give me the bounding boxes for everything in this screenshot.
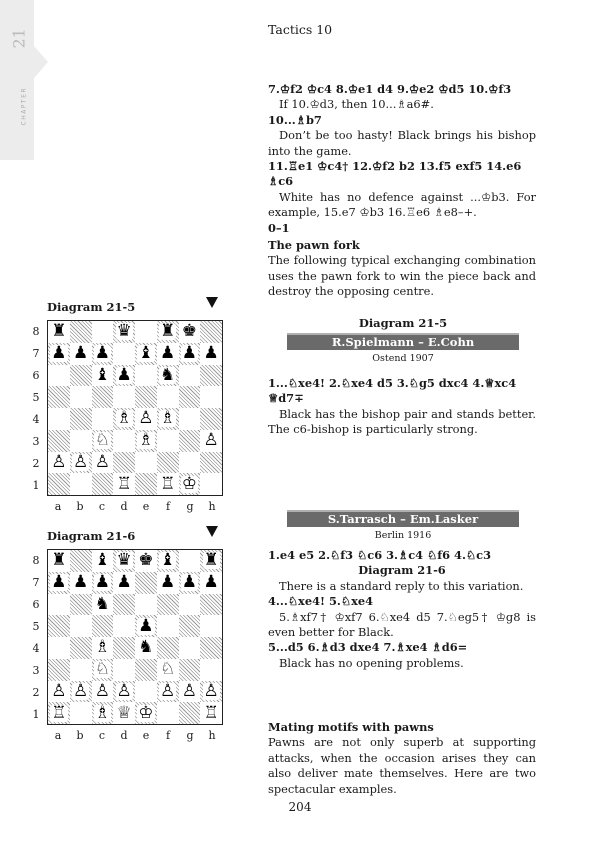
- square-c6: [92, 594, 114, 616]
- rank-label: 6: [32, 368, 40, 382]
- square-d5: [113, 615, 135, 637]
- square-d6: [113, 594, 135, 616]
- white-king-icon: ♔: [138, 702, 154, 723]
- black-pawn-icon: ♟: [73, 572, 89, 593]
- file-label: c: [98, 500, 106, 513]
- rank-label: 6: [32, 597, 40, 611]
- square-b7: [70, 572, 92, 594]
- game2-moves: [268, 548, 536, 671]
- square-b3: [70, 430, 92, 452]
- diagram-reference: Diagram 21-5: [358, 316, 448, 330]
- white-pawn-icon: ♙: [51, 451, 67, 472]
- black-queen-icon: ♛: [116, 321, 132, 342]
- square-d3: [113, 430, 135, 452]
- rank-label: 8: [32, 324, 40, 338]
- square-b1: [70, 473, 92, 495]
- black-bishop-icon: ♝: [160, 550, 176, 571]
- white-pawn-icon: ♙: [73, 680, 89, 701]
- move-line: 10...♗b7: [268, 112, 322, 127]
- section-body: The following typical exchanging combination uses the pawn fork to win the piece back and destroy the opposing centre.: [268, 253, 536, 299]
- file-label: a: [54, 500, 62, 513]
- square-f7: [157, 343, 179, 365]
- square-h7: [200, 572, 222, 594]
- game1-moves: [268, 376, 536, 438]
- square-e4: [135, 408, 157, 430]
- move-line: 7.♔f2 ♔c4 8.♔e1 d4 9.♔e2 ♔d5 10.♔f3: [268, 82, 512, 96]
- square-c1: [92, 473, 114, 495]
- white-bishop-icon: ♗: [160, 408, 176, 429]
- square-g5: [179, 615, 201, 637]
- square-b6: [70, 365, 92, 387]
- black-knight-icon: ♞: [138, 637, 154, 658]
- comment: If 10.♔d3, then 10...♗a6#.: [279, 97, 434, 112]
- square-f2: [157, 452, 179, 474]
- black-bishop-icon: ♝: [138, 343, 154, 364]
- rank-label: 1: [32, 707, 40, 721]
- black-pawn-icon: ♟: [116, 572, 132, 593]
- square-h5: [200, 615, 222, 637]
- file-labels: [47, 729, 223, 742]
- square-g4: [179, 408, 201, 430]
- square-c4: [92, 408, 114, 430]
- square-c5: [92, 615, 114, 637]
- rank-label: 8: [32, 553, 40, 567]
- black-pawn-icon: ♟: [51, 343, 67, 364]
- square-d4: [113, 408, 135, 430]
- rank-label: 7: [32, 575, 40, 589]
- square-c4: [92, 637, 114, 659]
- rank-label: 5: [32, 619, 40, 633]
- square-e7: [135, 572, 157, 594]
- file-label: d: [120, 500, 128, 513]
- file-label: c: [98, 729, 106, 742]
- black-pawn-icon: ♟: [73, 343, 89, 364]
- white-pawn-icon: ♙: [51, 680, 67, 701]
- section-heading: The pawn fork: [268, 238, 360, 252]
- game2-header: [287, 507, 519, 541]
- white-bishop-icon: ♗: [94, 702, 110, 723]
- square-a7: [48, 572, 70, 594]
- white-bishop-icon: ♗: [138, 430, 154, 451]
- chessboard: [47, 549, 223, 725]
- square-e3: [135, 430, 157, 452]
- rank-label: 5: [32, 390, 40, 404]
- square-e6: [135, 594, 157, 616]
- square-g8: [179, 321, 201, 343]
- square-c6: [92, 365, 114, 387]
- square-a8: [48, 550, 70, 572]
- rank-labels: [30, 549, 42, 725]
- square-d2: [113, 452, 135, 474]
- rank-label: 4: [32, 641, 40, 655]
- white-pawn-icon: ♙: [73, 451, 89, 472]
- square-h5: [200, 386, 222, 408]
- black-pawn-icon: ♟: [94, 343, 110, 364]
- square-f1: [157, 702, 179, 724]
- square-b4: [70, 408, 92, 430]
- game-continuation: [268, 82, 536, 236]
- black-to-move-icon: [206, 526, 218, 537]
- square-c1: [92, 702, 114, 724]
- square-a3: [48, 430, 70, 452]
- comment: 5.♗xf7† ♔xf7 6.♘xe4 d5 7.♘eg5† ♔g8 is even better for Black.: [268, 609, 536, 640]
- white-rook-icon: ♖: [51, 702, 67, 723]
- square-f3: [157, 659, 179, 681]
- square-b8: [70, 550, 92, 572]
- square-a4: [48, 408, 70, 430]
- square-e8: [135, 550, 157, 572]
- diagram-title: Diagram 21-5: [47, 300, 136, 314]
- white-pawn-icon: ♙: [138, 408, 154, 429]
- black-knight-icon: ♞: [160, 364, 176, 385]
- white-pawn-icon: ♙: [203, 680, 219, 701]
- rank-labels: [30, 320, 42, 496]
- page-number: 204: [288, 800, 312, 814]
- square-d7: [113, 343, 135, 365]
- square-e2: [135, 452, 157, 474]
- square-g8: [179, 550, 201, 572]
- black-pawn-icon: ♟: [51, 572, 67, 593]
- square-h1: [200, 473, 222, 495]
- black-rook-icon: ♜: [51, 321, 67, 342]
- file-label: g: [186, 500, 194, 513]
- black-king-icon: ♚: [138, 550, 154, 571]
- white-knight-icon: ♘: [94, 659, 110, 680]
- square-b5: [70, 386, 92, 408]
- square-c7: [92, 343, 114, 365]
- square-g2: [179, 452, 201, 474]
- move-line: 4...♘xe4! 5.♘xe4: [268, 594, 374, 609]
- white-pawn-icon: ♙: [116, 680, 132, 701]
- square-c8: [92, 550, 114, 572]
- square-g7: [179, 343, 201, 365]
- black-pawn-icon: ♟: [203, 572, 219, 593]
- square-d7: [113, 572, 135, 594]
- square-h3: [200, 659, 222, 681]
- square-a2: [48, 452, 70, 474]
- file-label: g: [186, 729, 194, 742]
- square-f5: [157, 615, 179, 637]
- file-label: e: [142, 500, 150, 513]
- black-pawn-icon: ♟: [94, 572, 110, 593]
- comment: Black has the bishop pair and stands better. The c6-bishop is particularly strong.: [268, 406, 536, 437]
- game1-header: [287, 316, 519, 364]
- square-e1: [135, 473, 157, 495]
- square-b6: [70, 594, 92, 616]
- square-b3: [70, 659, 92, 681]
- white-pawn-icon: ♙: [94, 680, 110, 701]
- square-h2: [200, 452, 222, 474]
- white-king-icon: ♔: [181, 473, 197, 494]
- square-g3: [179, 659, 201, 681]
- square-g2: [179, 681, 201, 703]
- white-pawn-icon: ♙: [94, 451, 110, 472]
- players-bar: R.Spielmann – E.Cohn: [287, 333, 519, 350]
- rank-label: 2: [32, 685, 40, 699]
- file-label: b: [76, 729, 84, 742]
- black-rook-icon: ♜: [51, 550, 67, 571]
- square-a2: [48, 681, 70, 703]
- white-pawn-icon: ♙: [160, 680, 176, 701]
- square-h4: [200, 408, 222, 430]
- square-g6: [179, 365, 201, 387]
- move-line: 1.e4 e5 2.♘f3 ♘c6 3.♗c4 ♘f6 4.♘c3: [268, 548, 491, 562]
- rank-label: 3: [32, 663, 40, 677]
- chapter-label: CHAPTER: [20, 86, 28, 126]
- white-rook-icon: ♖: [203, 702, 219, 723]
- black-to-move-icon: [206, 297, 218, 308]
- square-a5: [48, 615, 70, 637]
- rank-label: 2: [32, 456, 40, 470]
- rank-label: 1: [32, 478, 40, 492]
- square-b7: [70, 343, 92, 365]
- chessboard: [47, 320, 223, 496]
- square-f8: [157, 321, 179, 343]
- square-f7: [157, 572, 179, 594]
- chapter-tab: [0, 0, 34, 160]
- square-a3: [48, 659, 70, 681]
- rank-label: 4: [32, 412, 40, 426]
- white-knight-icon: ♘: [94, 430, 110, 451]
- square-e3: [135, 659, 157, 681]
- black-pawn-icon: ♟: [181, 343, 197, 364]
- move-line: 5...d5 6.♗d3 dxe4 7.♗xe4 ♗d6=: [268, 640, 468, 655]
- square-c2: [92, 681, 114, 703]
- diagram-21-5: [30, 300, 225, 515]
- square-d3: [113, 659, 135, 681]
- square-d2: [113, 681, 135, 703]
- comment: White has no defence against ...♔b3. For example, 15.e7 ♔b3 16.♖e6 ♗e8–+.: [268, 189, 536, 220]
- white-bishop-icon: ♗: [116, 408, 132, 429]
- rank-label: 7: [32, 346, 40, 360]
- square-g1: [179, 702, 201, 724]
- file-label: h: [208, 500, 216, 513]
- square-e5: [135, 386, 157, 408]
- file-label: e: [142, 729, 150, 742]
- square-g4: [179, 637, 201, 659]
- square-f8: [157, 550, 179, 572]
- file-label: b: [76, 500, 84, 513]
- square-b4: [70, 637, 92, 659]
- square-a1: [48, 702, 70, 724]
- square-e2: [135, 681, 157, 703]
- white-pawn-icon: ♙: [203, 430, 219, 451]
- square-d1: [113, 702, 135, 724]
- running-title: Tactics 10: [268, 22, 333, 37]
- white-bishop-icon: ♗: [94, 637, 110, 658]
- square-e7: [135, 343, 157, 365]
- square-h1: [200, 702, 222, 724]
- square-f6: [157, 365, 179, 387]
- comment: Don’t be too hasty! Black brings his bishop into the game.: [268, 128, 536, 158]
- section-body: Pawns are not only superb at supporting attacks, when the occasion arises they can also deliver mate themselves. Here are two spectacular examples.: [268, 735, 536, 796]
- square-c3: [92, 659, 114, 681]
- file-label: d: [120, 729, 128, 742]
- square-e8: [135, 321, 157, 343]
- black-pawn-icon: ♟: [181, 572, 197, 593]
- section-mating-motifs: [268, 720, 536, 797]
- black-queen-icon: ♛: [116, 550, 132, 571]
- square-f3: [157, 430, 179, 452]
- black-king-icon: ♚: [181, 321, 197, 342]
- square-f5: [157, 386, 179, 408]
- file-label: a: [54, 729, 62, 742]
- square-d8: [113, 321, 135, 343]
- square-g6: [179, 594, 201, 616]
- square-b2: [70, 681, 92, 703]
- square-h6: [200, 594, 222, 616]
- square-e5: [135, 615, 157, 637]
- black-pawn-icon: ♟: [116, 364, 132, 385]
- square-f4: [157, 408, 179, 430]
- square-g5: [179, 386, 201, 408]
- square-h7: [200, 343, 222, 365]
- square-f2: [157, 681, 179, 703]
- file-label: h: [208, 729, 216, 742]
- square-c5: [92, 386, 114, 408]
- black-rook-icon: ♜: [203, 550, 219, 571]
- square-b1: [70, 702, 92, 724]
- square-a5: [48, 386, 70, 408]
- comment: There is a standard reply to this variation.: [279, 578, 524, 593]
- black-pawn-icon: ♟: [160, 572, 176, 593]
- file-labels: [47, 500, 223, 513]
- square-a6: [48, 594, 70, 616]
- square-b5: [70, 615, 92, 637]
- square-f1: [157, 473, 179, 495]
- square-f6: [157, 594, 179, 616]
- square-b8: [70, 321, 92, 343]
- square-d6: [113, 365, 135, 387]
- square-e1: [135, 702, 157, 724]
- white-rook-icon: ♖: [116, 473, 132, 494]
- white-knight-icon: ♘: [160, 659, 176, 680]
- black-knight-icon: ♞: [94, 593, 110, 614]
- square-a7: [48, 343, 70, 365]
- square-d4: [113, 637, 135, 659]
- white-pawn-icon: ♙: [181, 680, 197, 701]
- square-e4: [135, 637, 157, 659]
- move-line: 11.♖e1 ♔c4† 12.♔f2 b2 13.f5 exf5 14.e6 ♗c6: [268, 159, 522, 189]
- square-e6: [135, 365, 157, 387]
- square-a1: [48, 473, 70, 495]
- chapter-number: 21: [9, 28, 29, 49]
- diagram-reference: Diagram 21-6: [358, 563, 446, 578]
- square-h8: [200, 550, 222, 572]
- square-d8: [113, 550, 135, 572]
- square-c8: [92, 321, 114, 343]
- square-a6: [48, 365, 70, 387]
- square-f4: [157, 637, 179, 659]
- file-label: f: [165, 500, 171, 513]
- square-d5: [113, 386, 135, 408]
- square-h6: [200, 365, 222, 387]
- square-c2: [92, 452, 114, 474]
- square-g1: [179, 473, 201, 495]
- players-bar: S.Tarrasch – Em.Lasker: [287, 510, 519, 527]
- square-g3: [179, 430, 201, 452]
- event-location: Berlin 1916: [374, 530, 432, 541]
- black-pawn-icon: ♟: [138, 615, 154, 636]
- black-bishop-icon: ♝: [94, 364, 110, 385]
- square-a8: [48, 321, 70, 343]
- rank-label: 3: [32, 434, 40, 448]
- square-h2: [200, 681, 222, 703]
- move-line: 1...♘xe4! 2.♘xe4 d5 3.♘g5 dxc4 4.♕xc4 ♕d7∓: [268, 376, 517, 406]
- square-a4: [48, 637, 70, 659]
- square-d1: [113, 473, 135, 495]
- black-pawn-icon: ♟: [160, 343, 176, 364]
- black-pawn-icon: ♟: [203, 343, 219, 364]
- comment: Black has no opening problems.: [279, 655, 464, 670]
- square-g7: [179, 572, 201, 594]
- result: 0–1: [268, 220, 290, 235]
- black-rook-icon: ♜: [160, 321, 176, 342]
- file-label: f: [165, 729, 171, 742]
- diagram-title: Diagram 21-6: [47, 529, 136, 543]
- square-c7: [92, 572, 114, 594]
- event-location: Ostend 1907: [372, 353, 434, 364]
- diagram-21-6: [30, 529, 225, 744]
- square-c3: [92, 430, 114, 452]
- square-b2: [70, 452, 92, 474]
- section-pawn-fork: [268, 238, 536, 300]
- white-queen-icon: ♕: [116, 702, 132, 723]
- square-h4: [200, 637, 222, 659]
- section-heading: Mating motifs with pawns: [268, 720, 434, 734]
- black-bishop-icon: ♝: [94, 550, 110, 571]
- white-rook-icon: ♖: [160, 473, 176, 494]
- square-h8: [200, 321, 222, 343]
- square-h3: [200, 430, 222, 452]
